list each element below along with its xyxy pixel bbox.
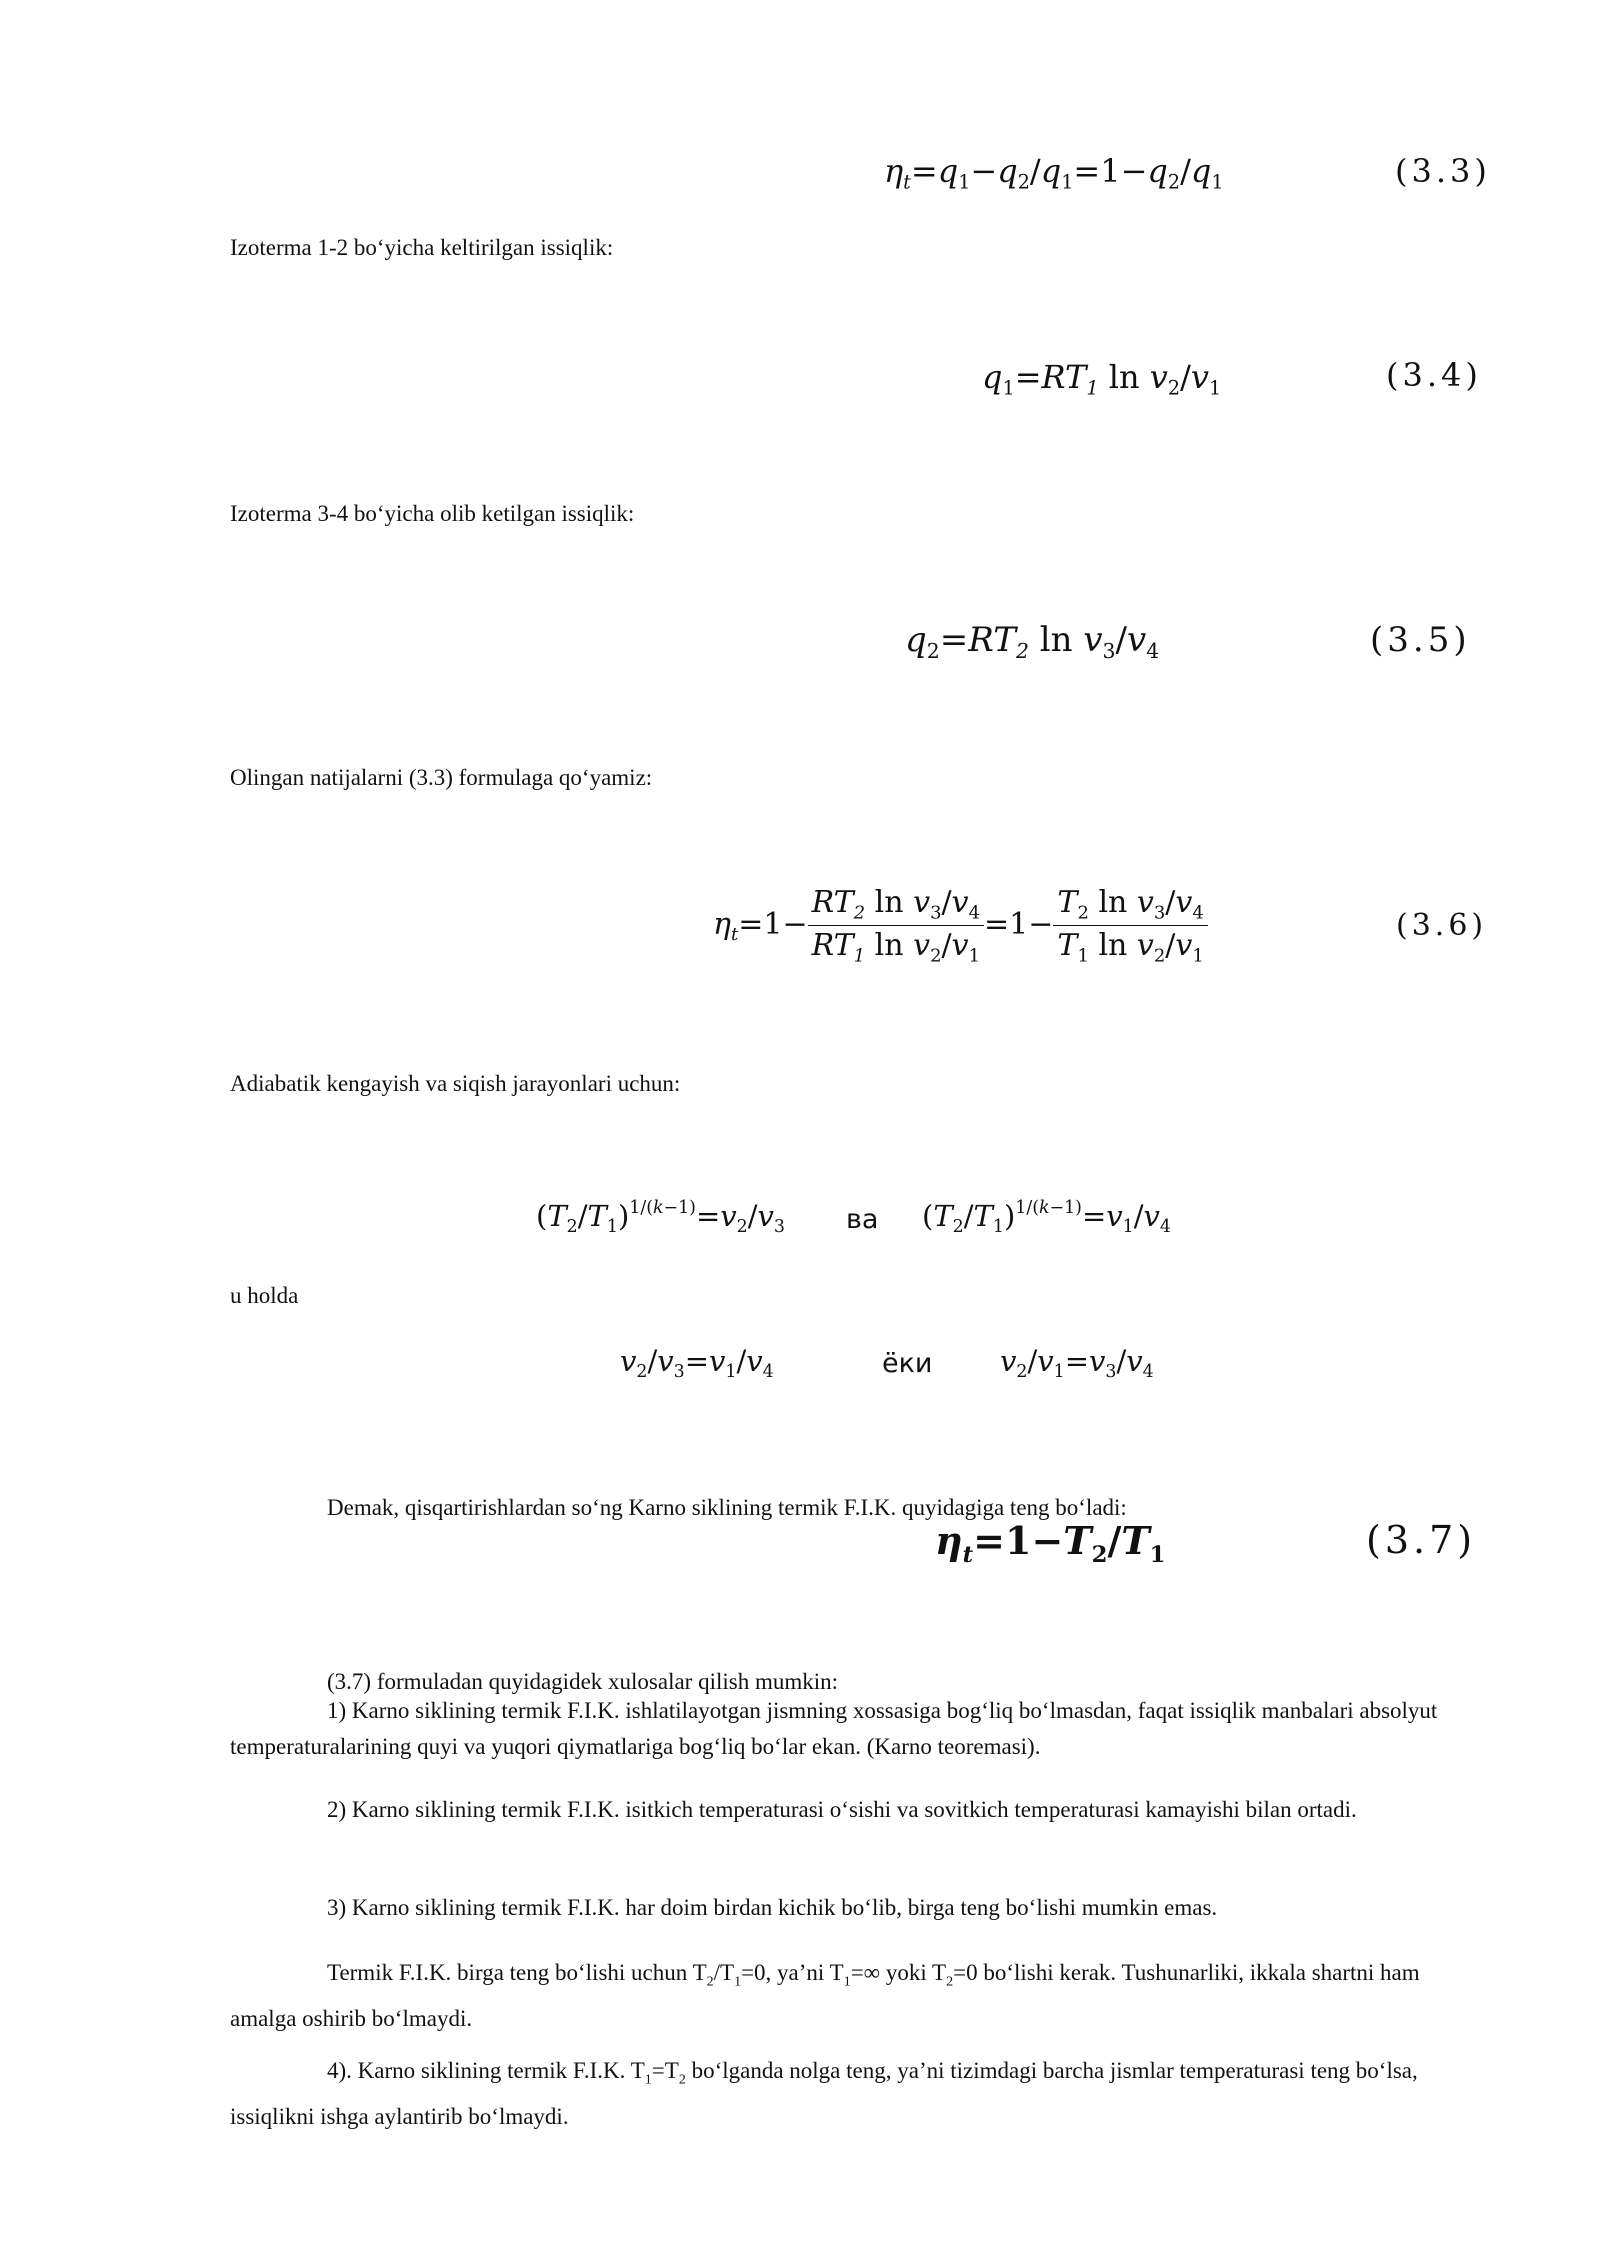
conclusion-4-text-a: 4). Karno siklining termik F.I.K. T: [327, 2058, 645, 2083]
sub-1b: 1: [843, 1974, 851, 1990]
equation-volume-ratio-1: $v_2/v_3=v_1/v_4$: [620, 1344, 774, 1383]
termik-text-d: =∞ yoki T: [850, 1960, 947, 1985]
equation-adiabatic-2: $(T_2/T_1)^{1/(k-1)}=v_1/v_4$: [922, 1198, 1171, 1238]
paragraph-conclusion-2: [230, 1792, 1485, 1828]
equation-3-6: $\eta_t=1-$ $\frac{RT_2 \ln v_3/v_4}{RT_1 \ln v_2/v_1}$ =1− $\frac{T_2 \ln v_3/v_4}{T_1 \ln v_2/v_1}$: [713, 885, 1208, 967]
paragraph-conclusion-1-text: 1) Karno siklining termik F.I.K. ishlatilayotgan jismning xossasiga bog‘liq bo‘lmasdan, faqat issiqlik manbalari absolyut temperaturalarining quyi va yuqori qiymatlariga bog‘liq bo‘lar ekan. (Karno teoremasi).: [230, 1698, 1438, 1759]
sub-1c: 1: [644, 2072, 652, 2088]
paragraph-conclusion-4: [230, 2053, 1485, 2135]
word-va: ва: [846, 1204, 879, 1235]
conclusion-4-text-c: bo‘lganda nolga teng, ya’ni tizimdagi barcha jismlar temperaturasi teng bo‘lsa, issiqlikni ishga aylantirib bo‘lmaydi.: [230, 2058, 1418, 2129]
text-u-holda: u holda: [230, 1283, 299, 1308]
paragraph-conclusion-3: [230, 1890, 1485, 1926]
termik-text-e: =0 bo‘lishi kerak. Tushunarliki, ikkala shartni ham amalga oshirib bo‘lmaydi.: [230, 1960, 1420, 2031]
paragraph-termik-condition: [230, 1955, 1485, 2037]
sub-2c: 2: [678, 2072, 686, 2088]
equation-3-3: $\eta_t=q_1-q_2/q_1=1-q_2/q_1$: [884, 152, 1224, 194]
termik-text-a: Termik F.I.K. birga teng bo‘lishi uchun T: [327, 1960, 707, 1985]
paragraph-conclusion-2-text: 2) Karno siklining termik F.I.K. isitkich temperaturasi o‘sishi va sovitkich temperaturasi kamayishi bilan ortadi.: [327, 1797, 1357, 1822]
termik-text-b: /T: [713, 1960, 735, 1985]
word-yoki: ёки: [882, 1348, 933, 1379]
equation-volume-ratio-2: $v_2/v_1=v_3/v_4$: [1000, 1344, 1154, 1383]
text-adiabatik: Adiabatik kengayish va siqish jarayonlari uchun:: [230, 1071, 681, 1096]
sub-2: 2: [706, 1974, 714, 1990]
equation-3-7: $\eta_t=1-T_2/T_1$: [935, 1518, 1166, 1568]
equation-number-3-3: (3.3): [1395, 152, 1491, 190]
equation-number-3-4: (3.4): [1386, 356, 1482, 394]
text-demak: Demak, qisqartirishlardan so‘ng Karno siklining termik F.I.K. quyidagiga teng bo‘ladi:: [327, 1495, 1127, 1520]
text-olingan: Olingan natijalarni (3.3) formulaga qo‘yamiz:: [230, 765, 653, 790]
equation-number-3-7: (3.7): [1366, 1518, 1477, 1562]
sub-1: 1: [734, 1974, 742, 1990]
equation-3-5: $q_2=RT_2$ $\ln v_3/v_4$: [905, 620, 1160, 664]
text-izoterma-3-4: Izoterma 3-4 bo‘yicha olib ketilgan issiqlik:: [230, 501, 635, 526]
conclusion-4-text-b: =T: [651, 2058, 679, 2083]
equation-3-4: $q_1=RT_1$ $\ln v_2/v_1$: [982, 358, 1222, 400]
text-izoterma-1-2: Izoterma 1-2 bo‘yicha keltirilgan issiqlik:: [230, 235, 614, 260]
sub-2b: 2: [946, 1974, 954, 1990]
text-xulosa-intro: (3.7) formuladan quyidagidek xulosalar qilish mumkin:: [327, 1669, 839, 1694]
paragraph-conclusion-1: [230, 1693, 1485, 1765]
equation-number-3-5: (3.5): [1370, 620, 1471, 660]
equation-adiabatic-1: $(T_2/T_1)^{1/(k-1)}=v_2/v_3$: [536, 1198, 785, 1238]
paragraph-conclusion-3-text: 3) Karno siklining termik F.I.K. har doim birdan kichik bo‘lib, birga teng bo‘lishi mumkin emas.: [327, 1895, 1218, 1920]
termik-text-c: =0, ya’ni T: [741, 1960, 844, 1985]
equation-number-3-6: (3.6): [1396, 908, 1488, 943]
